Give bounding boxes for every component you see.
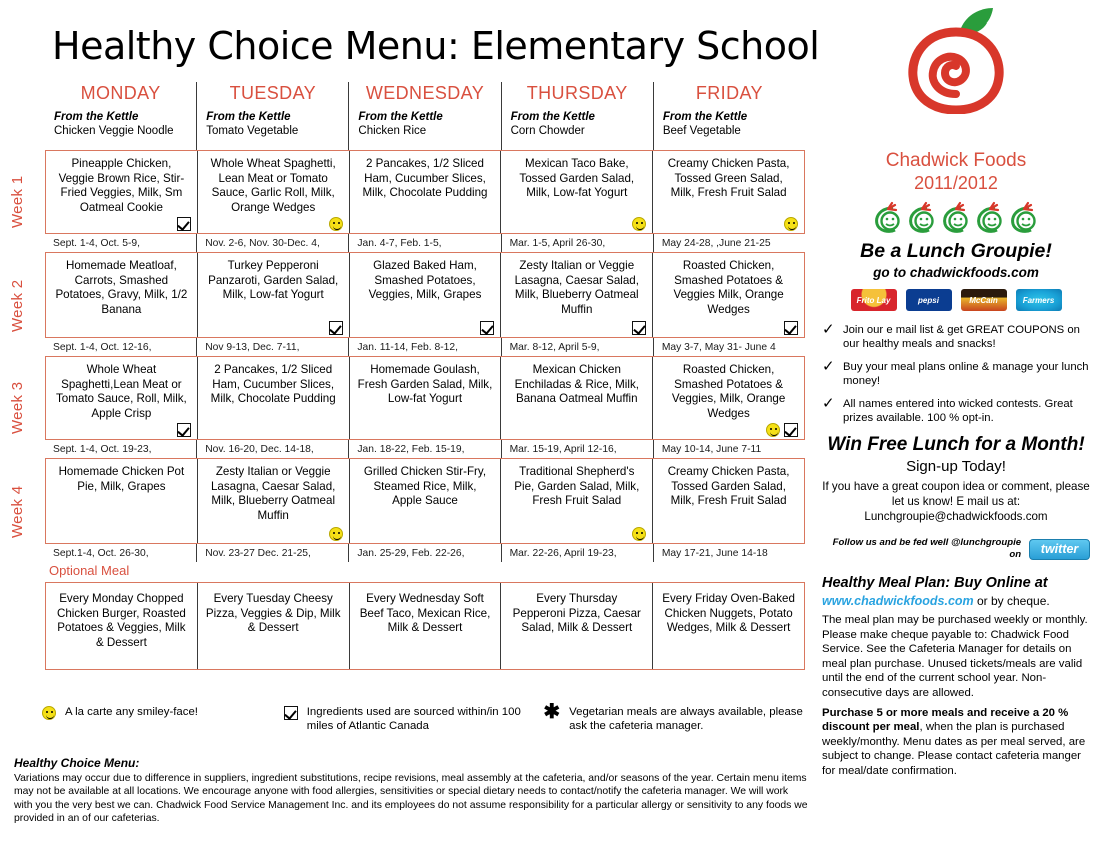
- kettle-soup: Beef Vegetable: [662, 125, 741, 137]
- optional-meal-label: Optional Meal: [49, 563, 130, 578]
- meal-text: Traditional Shepherd's Pie, Garden Salad, Milk, Fresh Fruit Salad: [514, 465, 640, 508]
- twitter-row[interactable]: [822, 537, 1090, 561]
- farmers-logo: Farmers: [1016, 289, 1062, 311]
- meal-marks: [480, 321, 494, 335]
- bullet-text: All names entered into wicked contests. Great prizes available. 100 % opt-in.: [843, 398, 1073, 424]
- kettle-label: From the Kettle: [510, 111, 595, 123]
- kettle-label: From the Kettle: [54, 111, 139, 123]
- meal-marks: [632, 321, 646, 335]
- date-cell: Sept. 1-4, Oct. 12-16,: [45, 338, 197, 356]
- week-label: Week 2: [9, 279, 26, 332]
- day-column-header: [45, 82, 197, 150]
- meal-text: Zesty Italian or Veggie Lasagna, Caesar Salad, Milk, Blueberry Oatmeal Muffin: [514, 259, 639, 316]
- date-cell: May 17-21, June 14-18: [661, 548, 768, 559]
- meal-marks: [329, 527, 343, 541]
- optional-meal-block: [45, 562, 805, 670]
- date-cell: Nov. 16-20, Dec. 14-18,: [197, 440, 349, 458]
- win-lunch-title: Win Free Lunch for a Month!: [827, 434, 1085, 455]
- checkbox-icon: [632, 321, 646, 335]
- day-column-header: [502, 82, 654, 150]
- meal-text: Creamy Chicken Pasta, Tossed Green Salad, Milk, Fresh Fruit Salad: [667, 157, 790, 200]
- meal-cell[interactable]: [350, 253, 502, 337]
- date-cell: Mar. 8-12, April 5-9,: [502, 338, 654, 356]
- optional-meal-cell[interactable]: [198, 583, 350, 669]
- kettle-label: From the Kettle: [662, 111, 748, 123]
- meal-text: Homemade Meatloaf, Carrots, Smashed Potatoes, Gravy, Milk, 1/2 Banana: [55, 259, 188, 316]
- footer-body: Variations may occur due to difference in suppliers, ingredient substitutions, recipe revisions, meal assembly at the cafeteria, and/or seasons of the year. Certain menu items may not be available at all locations. We encourage anyone with food allergies, sensitivities or special dietary needs to contact/notify the cafeteria manager. We will work with you the very best we can. Chadwick Food Service Management Inc. and its employees do not assume responsibility for a particular allergy or sensitivity to any foods we provided in an of our cafeterias.: [14, 773, 808, 825]
- meal-cell[interactable]: [350, 151, 502, 233]
- date-cell: Nov 9-13, Dec. 7-11,: [197, 338, 349, 356]
- legend-text: A la carte any smiley-face!: [65, 706, 198, 718]
- meal-marks: [329, 321, 343, 335]
- meal-cell[interactable]: [501, 151, 653, 233]
- legend-item: [42, 705, 284, 720]
- footer-disclaimer: [14, 756, 809, 826]
- meal-marks: [784, 321, 798, 335]
- smiley-icon: [42, 706, 56, 720]
- meal-plan-title: Healthy Meal Plan: Buy Online at: [822, 575, 1048, 591]
- win-lunch-body: If you have a great coupon idea or comment, please let us know! E mail us at: Lunchgroupie@chadwickfoods.com: [822, 480, 1090, 523]
- meal-text: 2 Pancakes, 1/2 Sliced Ham, Cucumber Slices, Milk, Chocolate Pudding: [210, 363, 336, 406]
- legend: [42, 701, 812, 734]
- smiley-icon: [766, 423, 780, 437]
- legend-text: Ingredients used are sourced within/in 100 miles of Atlantic Canada: [306, 706, 521, 733]
- meal-cell[interactable]: [198, 151, 350, 233]
- checkbox-icon: [480, 321, 494, 335]
- page-title: Healthy Choice Menu: Elementary School: [52, 24, 820, 68]
- date-cell: Jan. 25-29, Feb. 22-26,: [349, 544, 501, 562]
- date-row: [45, 544, 805, 562]
- pea-smiley-icon: [905, 200, 939, 234]
- checkbox-icon: [784, 423, 798, 437]
- date-cell: Sept. 1-4, Oct. 19-23,: [45, 440, 197, 458]
- discount-tail-text: , when the plan is purchased weekly/monthy. Menu dates as per meal served, are subject to change. Please contact cafeteria manger for meal/date confirmation.: [822, 721, 1086, 777]
- sidebar: [812, 0, 1100, 850]
- day-name: THURSDAY: [526, 83, 628, 103]
- meal-text: Homemade Goulash, Fresh Garden Salad, Milk, Low-fat Yogurt: [357, 363, 493, 406]
- legend-item: [284, 705, 544, 734]
- date-cell: May 10-14, June 7-11: [661, 444, 762, 455]
- checkbox-icon: [784, 321, 798, 335]
- checkbox-icon: [284, 706, 298, 720]
- meal-cell[interactable]: [198, 253, 350, 337]
- date-cell: Nov. 23-27 Dec. 21-25,: [197, 544, 349, 562]
- sidebar-bullet: [822, 397, 1090, 425]
- meal-text: Creamy Chicken Pasta, Tossed Garden Salad, Milk, Fresh Fruit Salad: [667, 465, 790, 508]
- meal-cell[interactable]: [653, 253, 804, 337]
- meal-row: [45, 150, 805, 234]
- meal-text: Roasted Chicken, Smashed Potatoes & Veggies, Milk, Orange Wedges: [671, 363, 786, 420]
- smiley-icon: [784, 217, 798, 231]
- week-block: [9, 356, 805, 458]
- meal-text: Roasted Chicken, Smashed Potatoes & Veggies Milk, Orange Wedges: [673, 259, 784, 316]
- meal-row: [45, 356, 805, 440]
- week-block: [9, 458, 805, 562]
- meal-marks: [329, 217, 343, 231]
- date-cell: Jan. 4-7, Feb. 1-5,: [349, 234, 501, 252]
- smiley-icon: [632, 527, 646, 541]
- meal-text: Zesty Italian or Veggie Lasagna, Caesar Salad, Milk, Blueberry Oatmeal Muffin: [210, 465, 336, 522]
- apple-logo-icon: [897, 6, 1015, 119]
- chadwickfoods-link[interactable]: www.chadwickfoods.com: [822, 594, 974, 608]
- pea-characters-icon: [822, 200, 1090, 234]
- checkbox-icon: [329, 321, 343, 335]
- meal-text: Grilled Chicken Stir-Fry, Steamed Rice, Milk, Apple Sauce: [363, 465, 487, 508]
- optional-meal-cell[interactable]: [350, 583, 502, 669]
- checkbox-icon: [177, 423, 191, 437]
- meal-text: Whole Wheat Spaghetti, Lean Meat or Tomato Sauce, Garlic Roll, Milk, Orange Wedges: [210, 157, 336, 214]
- day-header-row: [45, 82, 805, 150]
- kettle-label: From the Kettle: [358, 111, 443, 123]
- meal-text: Whole Wheat Spaghetti,Lean Meat or Tomato Sauce, Roll, Milk, Apple Crisp: [55, 363, 187, 420]
- optional-meal-cell[interactable]: [46, 583, 198, 669]
- checkbox-icon: [177, 217, 191, 231]
- optional-meal-text: Every Tuesday Cheesy Pizza, Veggies & Dip, Milk & Dessert: [205, 592, 341, 635]
- kettle-soup: Chicken Veggie Noodle: [54, 125, 174, 137]
- meal-plan-url-tail: or by cheque.: [973, 594, 1050, 608]
- meal-cell[interactable]: [46, 357, 198, 439]
- star-icon: ✱: [543, 701, 561, 723]
- menu-grid: [9, 150, 805, 670]
- day-name: TUESDAY: [229, 83, 317, 103]
- smiley-icon: [632, 217, 646, 231]
- legend-text: Vegetarian meals are always available, please ask the cafeteria manager.: [569, 706, 803, 733]
- meal-text: Turkey Pepperoni Panzaroti, Garden Salad, Milk, Low-fat Yogurt: [208, 259, 339, 302]
- meal-marks: [177, 423, 191, 437]
- optional-meal-text: Every Friday Oven-Baked Chicken Nuggets, Potato Wedges, Milk & Dessert: [662, 592, 795, 635]
- legend-item: [543, 701, 812, 734]
- meal-cell[interactable]: [198, 357, 350, 439]
- lunch-groupie-title: Be a Lunch Groupie!: [860, 240, 1052, 262]
- date-row: [45, 440, 805, 458]
- pea-smiley-icon: [871, 200, 905, 234]
- day-column-header: [197, 82, 349, 150]
- meal-text: Mexican Taco Bake, Tossed Garden Salad, Milk, Low-fat Yogurt: [519, 157, 635, 200]
- optional-meal-cell[interactable]: [501, 583, 653, 669]
- optional-meal-text: Every Wednesday Soft Beef Taco, Mexican Rice, Milk & Dessert: [359, 592, 491, 635]
- meal-cell[interactable]: [46, 459, 198, 543]
- meal-marks: [766, 423, 798, 437]
- meal-plan-url-line: [822, 594, 1090, 608]
- meal-cell[interactable]: [653, 151, 804, 233]
- meal-text: 2 Pancakes, 1/2 Sliced Ham, Cucumber Slices, Milk, Chocolate Pudding: [362, 157, 488, 200]
- meal-cell[interactable]: [46, 253, 198, 337]
- meal-cell[interactable]: [501, 357, 653, 439]
- meal-plan-discount: [822, 706, 1090, 779]
- date-cell: Jan. 18-22, Feb. 15-19,: [349, 440, 501, 458]
- meal-marks: [784, 217, 798, 231]
- sidebar-bullet: [822, 323, 1090, 351]
- sidebar-bullet: [822, 360, 1090, 388]
- optional-meal-row: [45, 582, 805, 670]
- date-cell: May 24-28, ,June 21-25: [661, 238, 771, 249]
- date-row: [45, 338, 805, 356]
- date-cell: Mar. 22-26, April 19-23,: [502, 544, 654, 562]
- twitter-button[interactable]: twitter: [1029, 539, 1090, 560]
- meal-cell[interactable]: [198, 459, 350, 543]
- meal-plan-body: The meal plan may be purchased weekly or monthly. Please make cheque payable to: Chadwick Food Service. See the Cafeteria Manager for details on meal plan purchase. Unused tickets/meals are valid until the end of the current school year. Non-consecutive days are allowed.: [822, 614, 1088, 699]
- date-cell: Nov. 2-6, Nov. 30-Dec. 4,: [197, 234, 349, 252]
- meal-cell[interactable]: [653, 459, 804, 543]
- kettle-label: From the Kettle: [206, 111, 291, 123]
- meal-marks: [632, 527, 646, 541]
- pea-smiley-icon: [973, 200, 1007, 234]
- meal-marks: [632, 217, 646, 231]
- twitter-follow-text: Follow us and be fed well @lunchgroupie on: [832, 537, 1022, 560]
- date-cell: Sept.1-4, Oct. 26-30,: [45, 544, 197, 562]
- mccain-logo: McCain: [961, 289, 1007, 311]
- sidebar-bullets: [822, 323, 1090, 425]
- day-name: WEDNESDAY: [365, 83, 485, 103]
- meal-cell[interactable]: [350, 459, 502, 543]
- meal-cell[interactable]: [350, 357, 502, 439]
- kettle-soup: Corn Chowder: [510, 125, 585, 137]
- bullet-text: Buy your meal plans online & manage your lunch money!: [843, 361, 1089, 387]
- pea-smiley-icon: [1007, 200, 1041, 234]
- check-icon: ✓: [822, 395, 835, 412]
- kettle-soup: Tomato Vegetable: [206, 125, 299, 137]
- optional-meal-text: Every Monday Chopped Chicken Burger, Roasted Potatoes & Veggies, Milk & Dessert: [56, 592, 186, 649]
- discount-bold-text: Purchase 5 or more meals and receive a 20 % discount per meal: [822, 706, 1069, 734]
- date-cell: Jan. 11-14, Feb. 8-12,: [349, 338, 501, 356]
- brand-name: Chadwick Foods: [885, 150, 1027, 171]
- pea-smiley-icon: [939, 200, 973, 234]
- optional-meal-cell[interactable]: [653, 583, 804, 669]
- partner-logos: [822, 289, 1090, 311]
- meal-text: Glazed Baked Ham, Smashed Potatoes, Veggies, Milk, Grapes: [368, 259, 482, 302]
- pepsi-logo: pepsi: [906, 289, 952, 311]
- date-row: [45, 234, 805, 252]
- bullet-text: Join our e mail list & get GREAT COUPONS on our healthy meals and snacks!: [843, 324, 1080, 350]
- date-cell: May 3-7, May 31- June 4: [661, 342, 776, 353]
- day-name: FRIDAY: [695, 83, 763, 103]
- smiley-icon: [329, 527, 343, 541]
- meal-row: [45, 252, 805, 338]
- smiley-icon: [329, 217, 343, 231]
- meal-text: Mexican Chicken Enchiladas & Rice, Milk, Banana Oatmeal Muffin: [514, 363, 639, 406]
- week-block: [9, 252, 805, 356]
- week-label: Week 1: [9, 175, 26, 228]
- date-cell: Mar. 1-5, April 26-30,: [502, 234, 654, 252]
- week-label: Week 3: [9, 381, 26, 434]
- day-column-header: [349, 82, 501, 150]
- day-column-header: [654, 82, 805, 150]
- footer-title: Healthy Choice Menu:: [14, 756, 140, 770]
- brand-year: 2011/2012: [914, 173, 998, 193]
- meal-cell[interactable]: [501, 253, 653, 337]
- date-cell: Sept. 1-4, Oct. 5-9,: [45, 234, 197, 252]
- check-icon: ✓: [822, 321, 835, 338]
- meal-cell[interactable]: [653, 357, 804, 439]
- meal-cell[interactable]: [501, 459, 653, 543]
- check-icon: ✓: [822, 358, 835, 375]
- week-block: [9, 150, 805, 252]
- week-label: Week 4: [9, 485, 26, 538]
- meal-text: Homemade Chicken Pot Pie, Milk, Grapes: [58, 465, 185, 493]
- kettle-soup: Chicken Rice: [358, 125, 427, 137]
- meal-marks: [177, 217, 191, 231]
- win-lunch-subtitle: Sign-up Today!: [906, 458, 1006, 475]
- brand-logo-area: [822, 0, 1090, 150]
- day-name: MONDAY: [80, 83, 161, 103]
- meal-text: Pineapple Chicken, Veggie Brown Rice, Stir-Fried Veggies, Milk, Sm Oatmeal Cookie: [58, 157, 185, 214]
- meal-cell[interactable]: [46, 151, 198, 233]
- optional-meal-text: Every Thursday Pepperoni Pizza, Caesar Salad, Milk & Dessert: [512, 592, 641, 635]
- lunch-groupie-subtitle: go to chadwickfoods.com: [873, 265, 1039, 280]
- meal-row: [45, 458, 805, 544]
- date-cell: Mar. 15-19, April 12-16,: [502, 440, 654, 458]
- frito-lay-logo: Frito Lay: [851, 289, 897, 311]
